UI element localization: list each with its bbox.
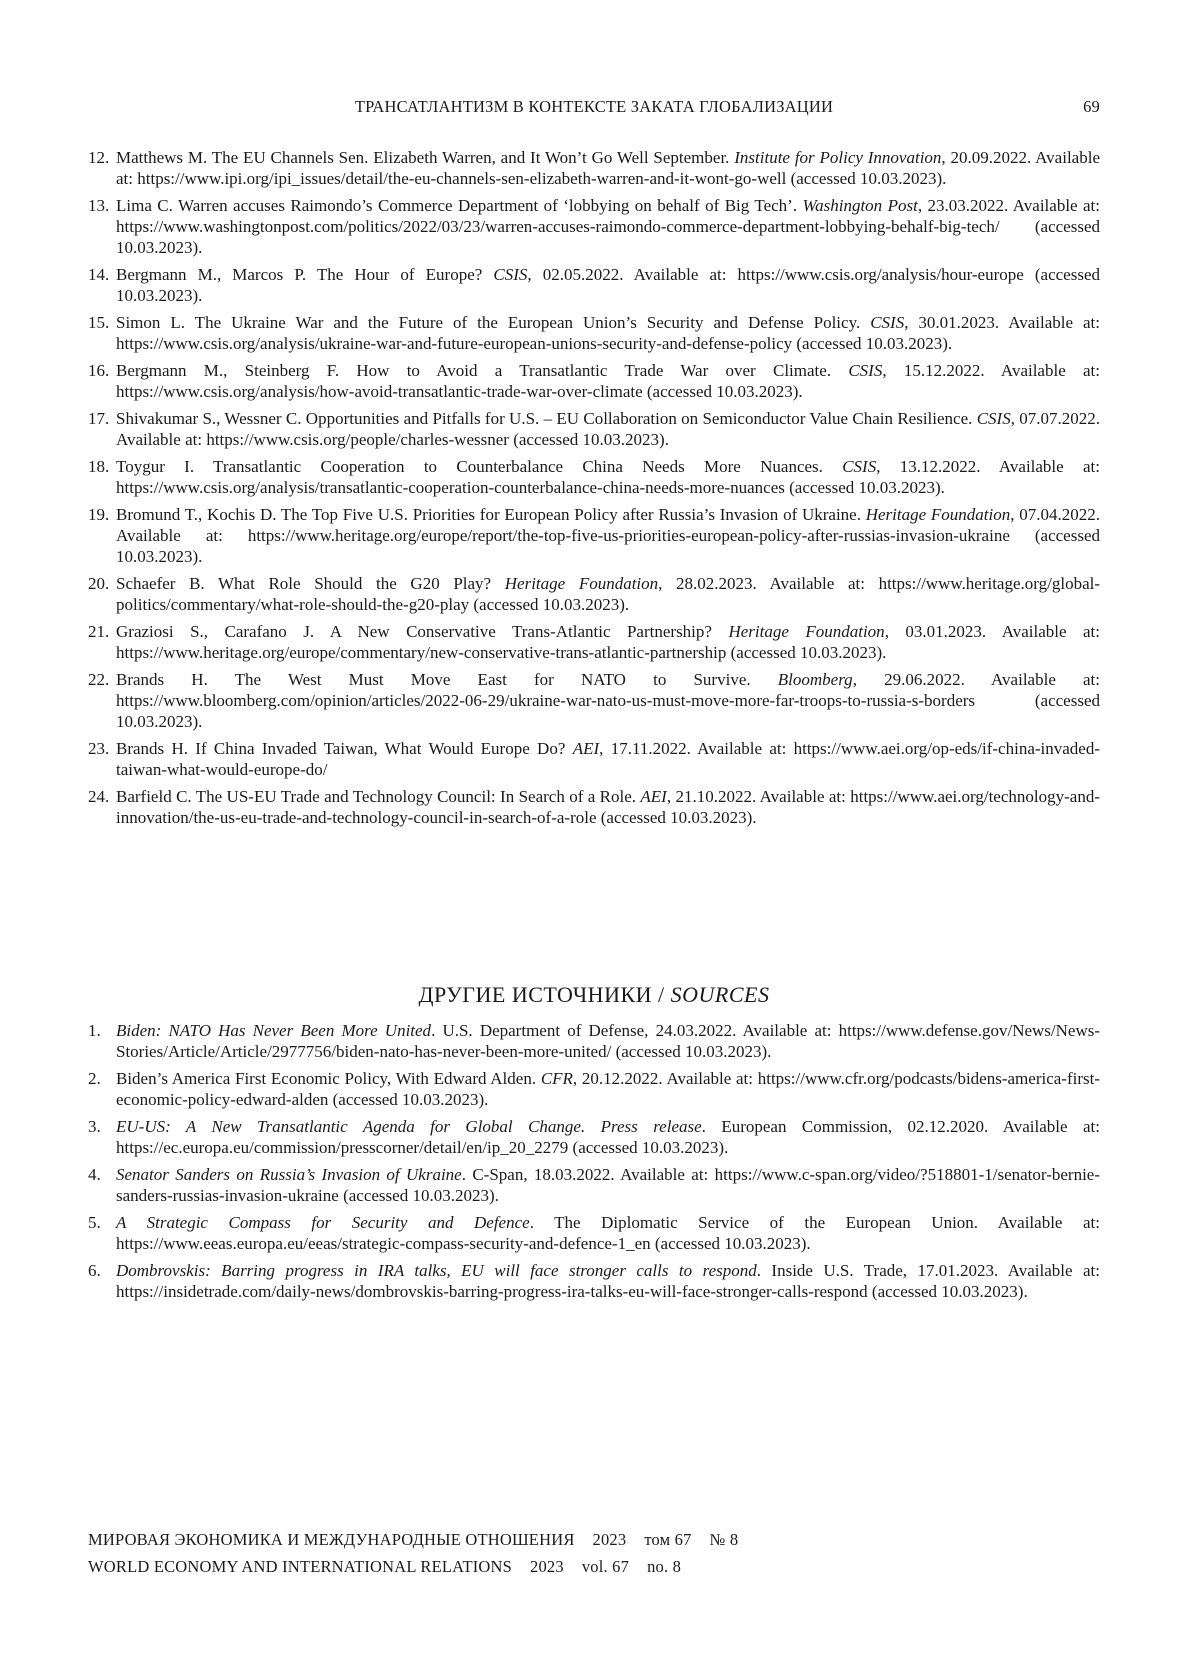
source-title: CSIS (493, 265, 528, 284)
reference-item (88, 573, 1100, 615)
source-title: CSIS (842, 457, 877, 476)
reference-text: Brands H. The West Must Move East for NATO to Survive. Bloomberg, 29.06.2022. Available at: https://www.bloomberg.com/opinion/articles/2022-06-29/ukraine-war-nato-us-must-move-more-far-troops-to-russia-s-borders (accessed 10.03.2023). (116, 670, 1100, 731)
reference-number: 20. (88, 574, 110, 593)
footer-journal-en (88, 1557, 681, 1577)
source-title: AEI (572, 739, 600, 758)
reference-item (88, 456, 1100, 498)
reference-number: 12. (88, 148, 110, 167)
reference-text: Bergmann M., Steinberg F. How to Avoid a Transatlantic Trade War over Climate. CSIS, 15.12.2022. Available at: https://www.csis.org/analysis/how-avoid-transatlantic-trade-war-over-climate (accessed 10.03.2023). (116, 361, 1101, 401)
source-text: Senator Sanders on Russia’s Invasion of Ukraine. C-Span, 18.03.2022. Available at: https://www.c-span.org/video/?518801-1/senator-bernie-sanders-russias-invasion-ukraine (accessed 10.03.2023). (116, 1165, 1101, 1205)
reference-item (88, 738, 1100, 780)
source-number: 2. (88, 1069, 101, 1088)
reference-text: Graziosi S., Carafano J. A New Conservative Trans-Atlantic Partnership? Heritage Foundation, 03.01.2023. Available at: https://www.heritage.org/europe/commentary/new-conservative-trans-atlantic-partnership (accessed 10.03.2023). (116, 622, 1101, 662)
journal-year-ru: 2023 (592, 1530, 627, 1549)
reference-item (88, 669, 1100, 732)
source-item (88, 1212, 1100, 1254)
reference-item (88, 312, 1100, 354)
source-number: 4. (88, 1165, 101, 1184)
source-title: CSIS (870, 313, 905, 332)
source-text: Biden’s America First Economic Policy, With Edward Alden. CFR, 20.12.2022. Available at: https://www.cfr.org/podcasts/bidens-america-first-economic-policy-edward-alden (accessed 10.03.2023). (116, 1069, 1100, 1109)
source-item (88, 1020, 1100, 1062)
running-head-title: ТРАНСАТЛАНТИЗМ В КОНТЕКСТЕ ЗАКАТА ГЛОБАЛИЗАЦИИ (354, 97, 834, 116)
reference-text: Lima C. Warren accuses Raimondo’s Commerce Department of ‘lobbying on behalf of Big Tech’. Washington Post, 23.03.2022. Available at: https://www.washingtonpost.com/politics/2022/03/23/warren-accuses-raimondo-commerce-department-lobbying-behalf-big-tech/ (accessed 10.03.2023). (116, 196, 1101, 257)
reference-text: Bergmann M., Marcos P. The Hour of Europe? CSIS, 02.05.2022. Available at: https://www.csis.org/analysis/hour-europe (accessed 10.03.2023). (116, 265, 1100, 305)
reference-item (88, 147, 1100, 189)
reference-item (88, 786, 1100, 828)
reference-item (88, 195, 1100, 258)
source-text: Dombrovskis: Barring progress in IRA talks, EU will face stronger calls to respond. Inside U.S. Trade, 17.01.2023. Available at: https://insidetrade.com/daily-news/dombrovskis-barring-progress-ira-talks-eu-will-face-stronger-calls-respond (accessed 10.03.2023). (116, 1261, 1100, 1301)
reference-number: 21. (88, 622, 110, 641)
source-title: AEI (640, 787, 667, 806)
reference-number: 24. (88, 787, 110, 806)
reference-text: Schaefer B. What Role Should the G20 Play? Heritage Foundation, 28.02.2023. Available at: https://www.heritage.org/global-politics/commentary/what-role-should-the-g20-play (accessed 10.03.2023). (116, 574, 1101, 614)
source-item (88, 1068, 1100, 1110)
source-title: CSIS (848, 361, 883, 380)
page-number: 69 (1083, 97, 1100, 116)
source-title: CSIS (976, 409, 1011, 428)
source-text: A Strategic Compass for Security and Defence. The Diplomatic Service of the European Union. Available at: https://www.eeas.europa.eu/eeas/strategic-compass-security-and-defence-1_en (accessed 10.03.2023). (116, 1213, 1100, 1253)
section-heading-en: SOURCES (670, 982, 770, 1007)
source-title: Heritage Foundation (728, 622, 885, 641)
section-heading-ru: ДРУГИЕ ИСТОЧНИКИ / (418, 982, 671, 1007)
source-title: Dombrovskis: Barring progress in IRA talks, EU will face stronger calls to respond (116, 1261, 757, 1280)
journal-issue-ru: № 8 (709, 1530, 739, 1549)
source-title: CFR (540, 1069, 573, 1088)
reference-number: 19. (88, 505, 110, 524)
source-title: EU-US: A New Transatlantic Agenda for Global Change. Press release (116, 1117, 702, 1136)
reference-text: Bromund T., Kochis D. The Top Five U.S. Priorities for European Policy after Russia’s Invasion of Ukraine. Heritage Foundation, 07.04.2022. Available at: https://www.heritage.org/europe/report/the-top-five-us-priorities-european-policy-after-russias-invasion-ukraine (accessed 10.03.2023). (116, 505, 1101, 566)
reference-item (88, 621, 1100, 663)
source-item (88, 1260, 1100, 1302)
source-title: Senator Sanders on Russia’s Invasion of Ukraine (116, 1165, 462, 1184)
source-title: Institute for Policy Innovation (734, 148, 942, 167)
source-title: Bloomberg (777, 670, 853, 689)
journal-issue-en: no. 8 (647, 1557, 682, 1576)
source-number: 6. (88, 1261, 101, 1280)
reference-text: Toygur I. Transatlantic Cooperation to Counterbalance China Needs More Nuances. CSIS, 13.12.2022. Available at: https://www.csis.org/analysis/transatlantic-cooperation-counterbalance-china-needs-more-nuances (accessed 10.03.2023). (116, 457, 1100, 497)
source-title: Washington Post (802, 196, 918, 215)
source-text: Biden: NATO Has Never Been More United. U.S. Department of Defense, 24.03.2022. Available at: https://www.defense.gov/News/News-Stories/Article/Article/2977756/biden-nato-has-never-been-more-united/ (accessed 10.03.2023). (116, 1021, 1101, 1061)
reference-number: 17. (88, 409, 110, 428)
reference-text: Simon L. The Ukraine War and the Future of the European Union’s Security and Defense Policy. CSIS, 30.01.2023. Available at: https://www.csis.org/analysis/ukraine-war-and-future-european-unions-security-and-defense-policy (accessed 10.03.2023). (116, 313, 1101, 353)
reference-item (88, 408, 1100, 450)
reference-text: Matthews M. The EU Channels Sen. Elizabeth Warren, and It Won’t Go Well September. Institute for Policy Innovation, 20.09.2022. Available at: https://www.ipi.org/ipi_issues/detail/the-eu-channels-sen-elizabeth-warren-and-it-wont-go-well (accessed 10.03.2023). (116, 148, 1100, 188)
reference-number: 14. (88, 265, 110, 284)
source-number: 5. (88, 1213, 101, 1232)
reference-list (88, 147, 1100, 834)
source-title: Heritage Foundation (865, 505, 1011, 524)
reference-text: Brands H. If China Invaded Taiwan, What Would Europe Do? AEI, 17.11.2022. Available at: https://www.aei.org/op-eds/if-china-invaded-taiwan-what-would-europe-do/ (116, 739, 1101, 779)
other-sources-list (88, 1020, 1100, 1308)
source-item (88, 1164, 1100, 1206)
reference-item (88, 360, 1100, 402)
reference-text: Shivakumar S., Wessner C. Opportunities and Pitfalls for U.S. – EU Collaboration on Semiconductor Value Chain Resilience. CSIS, 07.07.2022. Available at: https://www.csis.org/people/charles-wessner (accessed 10.03.2023). (116, 409, 1100, 449)
reference-item (88, 264, 1100, 306)
reference-text: Barfield C. The US-EU Trade and Technology Council: In Search of a Role. AEI, 21.10.2022. Available at: https://www.aei.org/technology-and-innovation/the-us-eu-trade-and-technology-council-in-search-of-a-role (accessed 10.03.2023). (116, 787, 1100, 827)
source-title: A Strategic Compass for Security and Defence (116, 1213, 530, 1232)
source-item (88, 1116, 1100, 1158)
source-number: 1. (88, 1021, 101, 1040)
journal-name-en: WORLD ECONOMY AND INTERNATIONAL RELATIONS (88, 1557, 513, 1576)
journal-name-ru: МИРОВАЯ ЭКОНОМИКА И МЕЖДУНАРОДНЫЕ ОТНОШЕНИЯ (88, 1530, 575, 1549)
reference-number: 18. (88, 457, 110, 476)
source-text: EU-US: A New Transatlantic Agenda for Global Change. Press release. European Commission, 02.12.2020. Available at: https://ec.europa.eu/commission/presscorner/detail/en/ip_20_2279 (accessed 10.03.2023). (116, 1117, 1100, 1157)
reference-item (88, 504, 1100, 567)
journal-volume-ru: том 67 (644, 1530, 692, 1549)
footer-journal-ru (88, 1530, 738, 1550)
source-title: Biden: NATO Has Never Been More United (116, 1021, 432, 1040)
reference-number: 23. (88, 739, 110, 758)
journal-volume-en: vol. 67 (581, 1557, 630, 1576)
reference-number: 13. (88, 196, 110, 215)
journal-year-en: 2023 (530, 1557, 564, 1576)
source-title: Heritage Foundation (504, 574, 659, 593)
reference-number: 15. (88, 313, 110, 332)
reference-number: 16. (88, 361, 110, 380)
section-heading (88, 982, 1100, 1008)
reference-number: 22. (88, 670, 110, 689)
source-number: 3. (88, 1117, 101, 1136)
